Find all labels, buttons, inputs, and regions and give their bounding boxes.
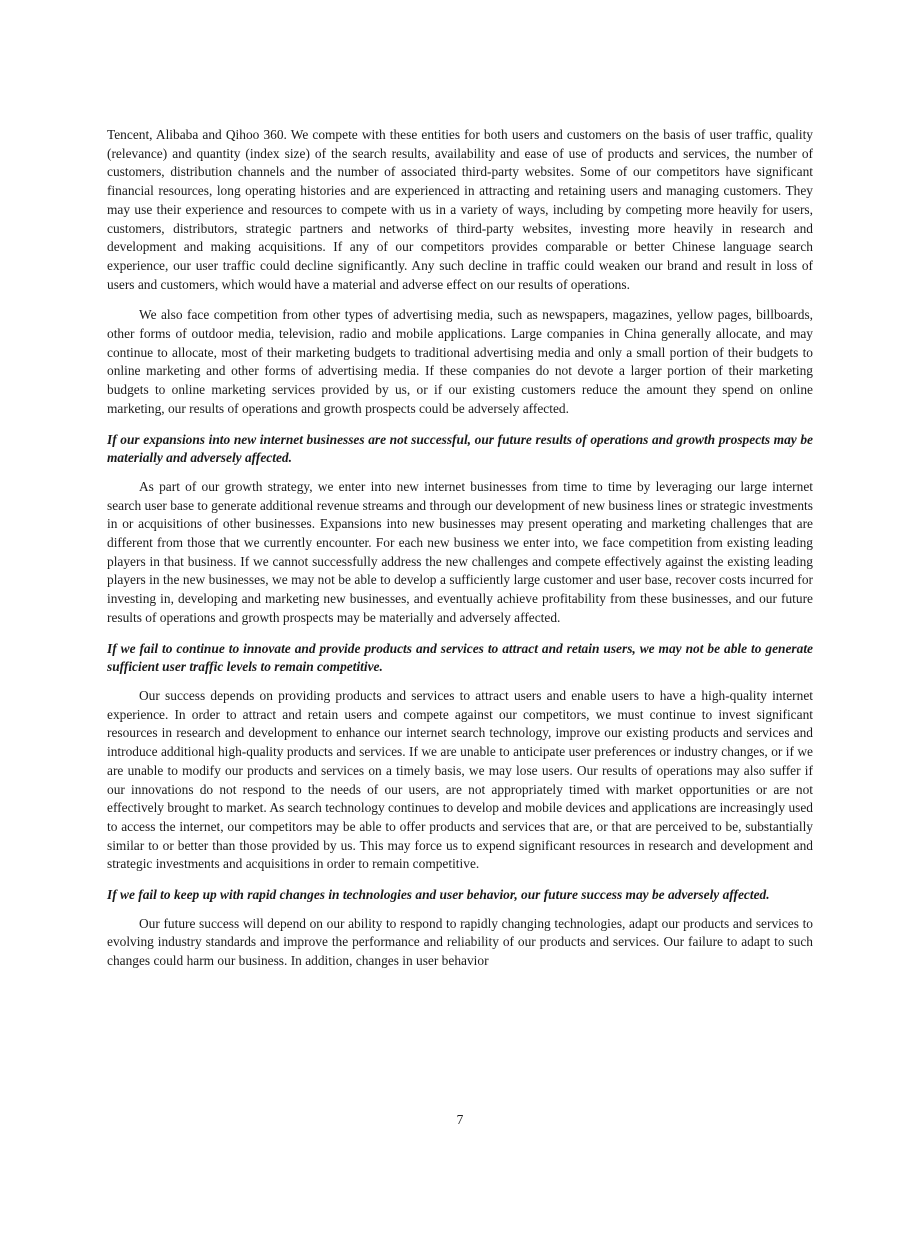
paragraph-innovation: Our success depends on providing products and services to attract users and enable users to have a high-quality internet experience. In order to attract and retain users and compete against our competitors, we must continue to invest significant resources in research and development to enhance our internet search technology, improve our existing products and services and introduce additional high-quality products and services. If we are unable to anticipate user preferences or industry changes, or if we are unable to modify our products and services on a timely basis, we may lose users. Our results of operations may also suffer if our innovations do not respond to the needs of our users, are not appropriately timed with market opportunities or are not effectively brought to market. As search technology continues to develop and mobile devices and applications are increasingly used to access the internet, our competitors may be able to offer products and services that are, or that are perceived to be, substantially similar to or better than those provided by us. This may force us to expend significant resources in research and development and strategic investments and acquisitions in order to remain competitive.: [107, 687, 813, 872]
document-body: [107, 126, 813, 971]
heading-innovation: If we fail to continue to innovate and provide products and services to attract and retain users, we may not be able to generate sufficient user traffic levels to remain competitive.: [107, 640, 813, 675]
heading-technology-changes: If we fail to keep up with rapid changes in technologies and user behavior, our future success may be adversely affected.: [107, 887, 770, 903]
paragraph-technology-changes: Our future success will depend on our ability to respond to rapidly changing technologies, adapt our products and services to evolving industry standards and improve the performance and reliability of our products and services. Our failure to adapt to such changes could harm our business. In addition, changes in user behavior: [107, 915, 813, 969]
heading-new-businesses: If our expansions into new internet businesses are not successful, our future results of operations and growth prospects may be materially and adversely affected.: [107, 431, 813, 466]
paragraph-advertising-competition: We also face competition from other types of advertising media, such as newspapers, magazines, yellow pages, billboards, other forms of outdoor media, television, radio and mobile applications. Large companies in China generally allocate, and may continue to allocate, most of their marketing budgets to traditional advertising media and only a small portion of their budgets to online marketing and other forms of advertising media. If these companies do not devote a larger portion of their marketing budgets to online marketing services provided by us, or if our existing customers reduce the amount they spend on online marketing, our results of operations and growth prospects could be adversely affected.: [107, 307, 813, 416]
page-number: 7: [456, 1112, 464, 1127]
paragraph-new-businesses: As part of our growth strategy, we enter into new internet businesses from time to time by leveraging our large internet search user base to generate additional revenue streams and through our development of new business lines or strategic investments in or acquisitions of other businesses. Expansions into new businesses may present operating and marketing challenges that are different from those that we currently encounter. For each new business we enter into, we face competition from existing leading players in that business. If we cannot successfully address the new challenges and compete effectively against the existing leading players in the new businesses, we may not be able to develop a sufficiently large customer and user base, recover costs incurred for investing in, developing and marketing new businesses, and eventually achieve profitability from these businesses, and our future results of operations and growth prospects may be materially and adversely affected.: [107, 478, 813, 625]
paragraph-competitors: Tencent, Alibaba and Qihoo 360. We compete with these entities for both users and customers on the basis of user traffic, quality (relevance) and quantity (index size) of the search results, availability and ease of use of products and services, the number of customers, distribution channels and the number of associated third-party websites. Some of our competitors have significant financial resources, long operating histories and are experienced in attracting and retaining users and managing customers. They may use their experience and resources to compete with us in a variety of ways, including by competing more heavily for users, customers, distributors, strategic partners and networks of third-party websites, investing more heavily in research and development and making acquisitions. If any of our competitors provides comparable or better Chinese language search experience, our user traffic could decline significantly. Any such decline in traffic could weaken our brand and result in loss of users and customers, which would have a material and adverse effect on our results of operations.: [107, 127, 813, 292]
